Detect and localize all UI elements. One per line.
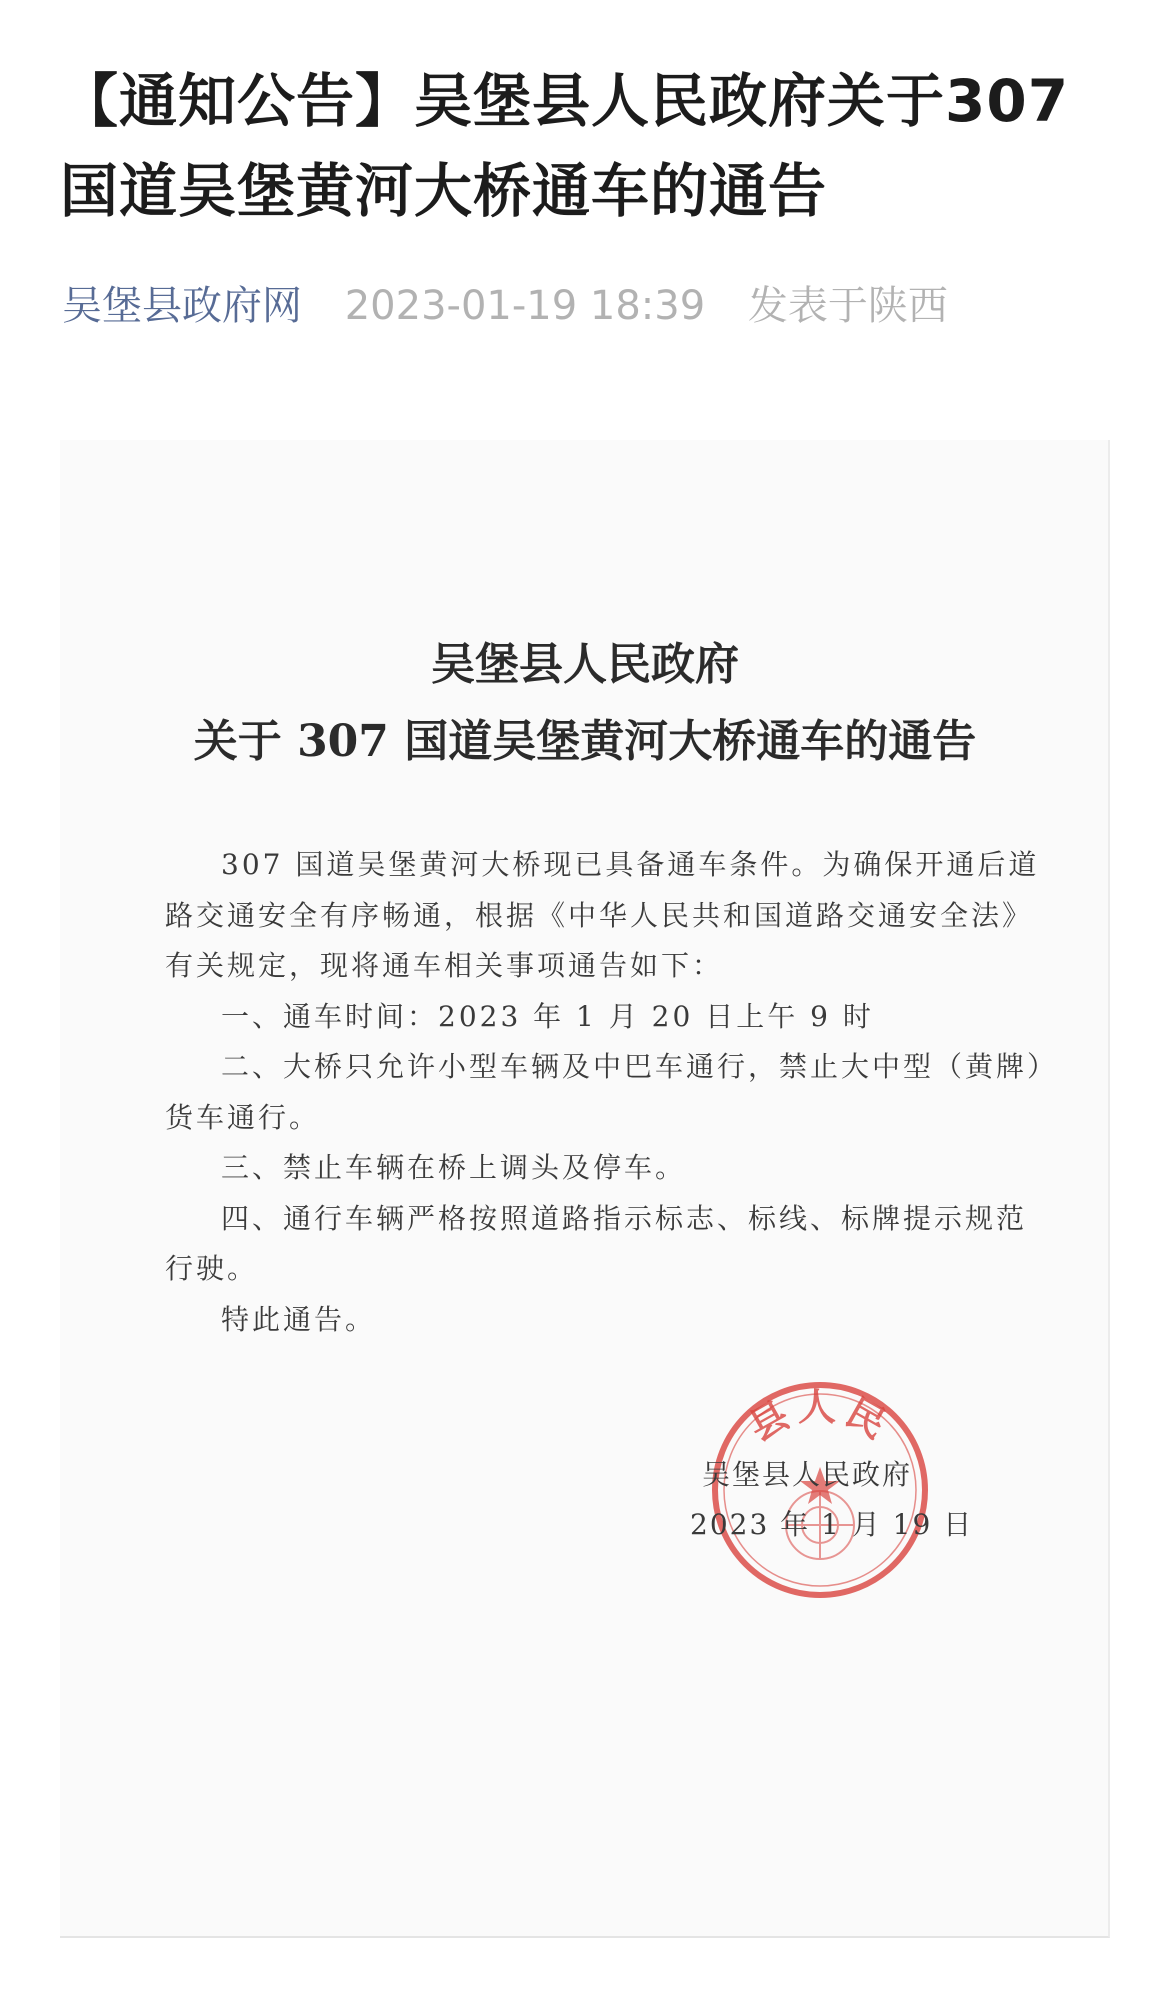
article-meta	[62, 278, 948, 334]
account-name-link[interactable]: 吴堡县政府网	[62, 283, 302, 329]
document-paragraph: 四、通行车辆严格按照道路指示标志、标线、标牌提示规范行驶。	[165, 1201, 1028, 1285]
svg-text:县人民	[741, 1384, 899, 1450]
document-paragraph: 一、通车时间：2023 年 1 月 20 日上午 9 时	[221, 999, 874, 1033]
document-heading-line2: 关于 307 国道吴堡黄河大桥通车的通告	[193, 716, 977, 767]
document-heading-line1: 吴堡县人民政府	[431, 639, 739, 690]
document-paragraph: 三、禁止车辆在桥上调头及停车。	[221, 1151, 687, 1184]
document-paragraph: 二、大桥只允许小型车辆及中巴车通行，禁止大中型（黄牌）货车通行。	[165, 1050, 1045, 1134]
article-title: 【通知公告】吴堡县人民政府关于307国道吴堡黄河大桥通车的通告	[60, 67, 1070, 225]
document-body	[165, 840, 1045, 1345]
document-paragraph: 特此通告。	[221, 1302, 377, 1336]
seal-text: 县人民	[741, 1384, 899, 1450]
notice-document-image[interactable]	[60, 440, 1110, 1938]
document-signature	[690, 1450, 990, 1550]
document-paragraph: 307 国道吴堡黄河大桥现已具备通车条件。为确保开通后道路交通安全有序畅通，根据《中华人民共和国道路交通安全法》有关规定，现将通车相关事项通告如下：	[165, 848, 1040, 982]
publish-location: 发表于陕西	[747, 283, 948, 329]
signature-date: 2023 年 1 月 19 日	[690, 1508, 974, 1541]
publish-time: 2023-01-19 18:39	[344, 283, 706, 329]
signature-organization: 吴堡县人民政府	[702, 1458, 913, 1491]
